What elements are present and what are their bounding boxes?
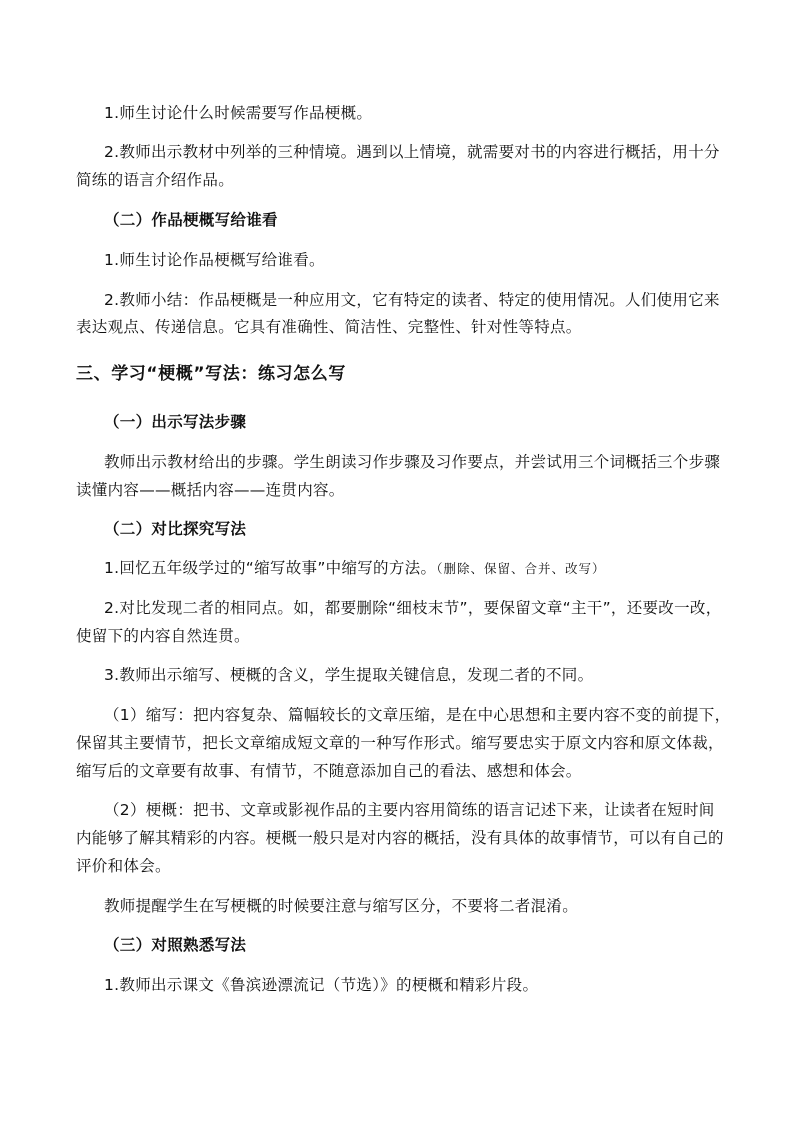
recall-method-text: 1.回忆五年级学过的“缩写故事”中缩写的方法。 xyxy=(104,559,437,577)
paragraph-synopsis-line1: （2）梗概：把书、文章或影视作品的主要内容用简练的语言记述下来，让读者在短时间 xyxy=(104,801,715,819)
recall-method-note: （删除、保留、合并、改写） xyxy=(436,561,606,576)
paragraph-robinson: 1.教师出示课文《鲁滨逊漂流记（节选）》的梗概和精彩片段。 xyxy=(104,976,539,994)
paragraph-abridge-line1: （1）缩写：把内容复杂、篇幅较长的文章压缩，是在中心思想和主要内容不变的前提下， xyxy=(104,706,731,724)
subheading-who-reads: （二）作品梗概写给谁看 xyxy=(104,211,278,229)
paragraph-steps-line1: 教师出示教材给出的步骤。学生朗读习作步骤及习作要点，并尝试用三个词概括三个步骤 xyxy=(104,453,721,471)
paragraph-three-situations-line1: 2.教师出示教材中列举的三种情境。遇到以上情境，就需要对书的内容进行概括，用十分 xyxy=(104,143,720,161)
paragraph-teacher-summary-line2: 表达观点、传递信息。它具有准确性、简洁性、完整性、针对性等特点。 xyxy=(76,318,582,336)
paragraph-teacher-summary-line1: 2.教师小结：作品梗概是一种应用文，它有特定的读者、特定的使用情况。人们使用它来 xyxy=(104,291,720,309)
paragraph-discuss-when: 1.师生讨论什么时候需要写作品梗概。 xyxy=(104,104,373,122)
paragraph-steps-line2: 读懂内容——概括内容——连贯内容。 xyxy=(76,481,345,499)
paragraph-synopsis-line2: 内能够了解其精彩的内容。梗概一般只是对内容的概括，没有具体的故事情节，可以有自己的 xyxy=(76,829,724,847)
paragraph-three-situations-line2: 简练的语言介绍作品。 xyxy=(76,171,235,189)
subheading-familiarize: （三）对照熟悉写法 xyxy=(104,936,247,954)
paragraph-similarities-line2: 使留下的内容自然连贯。 xyxy=(76,627,250,645)
paragraph-abridge-line3: 缩写后的文章要有故事、有情节，不随意添加自己的看法、感想和体会。 xyxy=(76,762,582,780)
paragraph-abridge-line2: 保留其主要情节，把长文章缩成短文章的一种写作形式。缩写要忠实于原文内容和原文体裁， xyxy=(76,734,724,752)
paragraph-similarities-line1: 2.对比发现二者的相同点。如，都要删除“细枝末节”，要保留文章“主干”，还要改一改， xyxy=(104,599,722,617)
section-heading-three: 三、学习“梗概”写法：练习怎么写 xyxy=(76,364,346,384)
subheading-compare: （二）对比探究写法 xyxy=(104,520,247,538)
paragraph-recall-method xyxy=(104,558,606,579)
paragraph-reminder: 教师提醒学生在写梗概的时候要注意与缩写区分，不要将二者混淆。 xyxy=(104,897,579,915)
paragraph-meanings: 3.教师出示缩写、梗概的含义，学生提取关键信息，发现二者的不同。 xyxy=(104,666,594,684)
subheading-show-steps: （一）出示写法步骤 xyxy=(104,413,247,431)
paragraph-synopsis-line3: 评价和体会。 xyxy=(76,857,171,875)
paragraph-discuss-who: 1.师生讨论作品梗概写给谁看。 xyxy=(104,251,325,269)
